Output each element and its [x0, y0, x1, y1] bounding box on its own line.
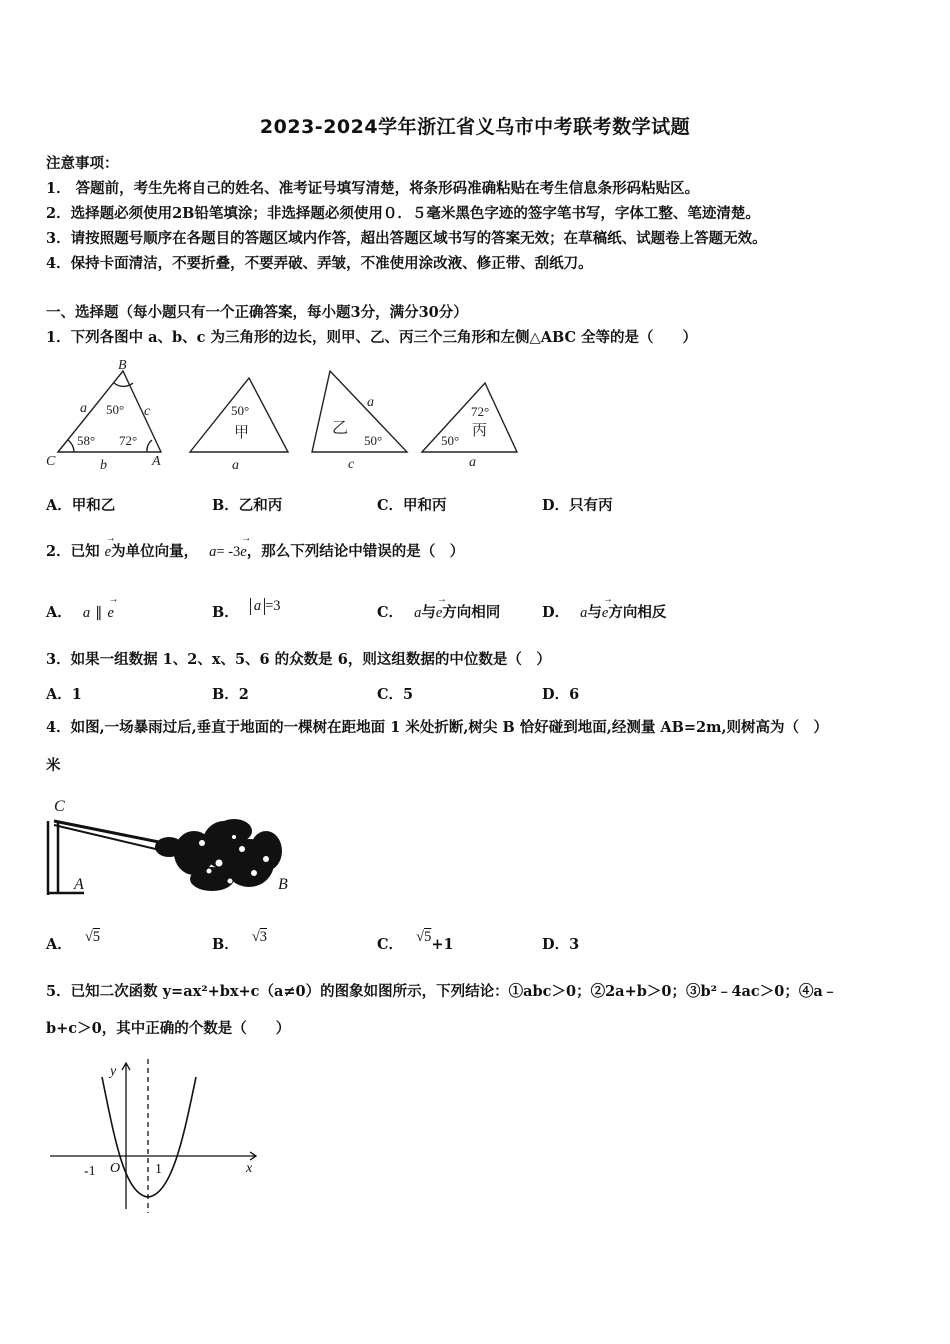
section-heading: 一、选择题（每小题只有一个正确答案，每小题3分，满分30分） [46, 304, 468, 321]
q5-stem-cont: b+c＞0，其中正确的个数是（ ） [46, 1020, 291, 1037]
notice-item-1: 1． 答题前，考生先将自己的姓名、准考证号填写清楚，将条形码准确粘贴在考生信息条形码粘贴区。 [46, 180, 700, 197]
label-tree-A: A [74, 876, 84, 893]
q2-option-d[interactable]: D． a与→ e方向相反 [542, 601, 666, 622]
bing-side: a [469, 455, 476, 470]
q5-parabola-figure [44, 1055, 264, 1215]
q2-option-b[interactable]: B． a =3 [212, 598, 281, 621]
bing-angle-50: 50° [441, 433, 460, 448]
jia-side: a [232, 458, 239, 473]
notice-item-4: 4．保持卡面清洁，不要折叠，不要弄破、弄皱，不准使用涂改液、修正带、刮纸刀。 [46, 255, 593, 272]
q1-option-a[interactable]: A．甲和乙 [46, 497, 116, 514]
q4-option-d[interactable]: D．3 [542, 936, 580, 953]
q3-option-b[interactable]: B．2 [212, 686, 249, 703]
q2-option-a[interactable]: A． a ∥ → e [46, 601, 114, 622]
q4-option-a[interactable]: A． √5 [46, 929, 101, 953]
q1-triangles-figure [40, 355, 530, 475]
angle-A: 72° [119, 433, 138, 448]
label-B: B [118, 358, 127, 373]
label-A: A [152, 454, 161, 469]
axis-y-label: y [110, 1064, 117, 1079]
q5-stem: 5．已知二次函数 y=ax²+bx+c（a≠0）的图象如图所示，下列结论：①abc＞0；②2a+b＞0；③b²﹣4ac＞0；④a﹣ [46, 983, 838, 1000]
bing-name: 丙 [472, 423, 488, 439]
q2-stem: 2．已知 → e为单位向量， a= -3→ e，那么下列结论中错误的是（ ） [46, 540, 464, 561]
q2-option-c[interactable]: C． a与→ e方向相同 [377, 601, 500, 622]
q4-option-b[interactable]: B． √3 [212, 929, 268, 953]
page-title: 2023-2024学年浙江省义乌市中考联考数学试题 [259, 116, 691, 138]
origin-label: O [110, 1161, 121, 1176]
yi-angle: 50° [364, 433, 383, 448]
notice-item-2: 2．选择题必须使用2B铅笔填涂；非选择题必须使用０．５毫米黑色字迹的签字笔书写，字体工整、笔迹清楚。 [46, 205, 760, 222]
yi-name: 乙 [332, 420, 349, 437]
vector-e: → e [105, 544, 111, 561]
q1-option-d[interactable]: D．只有丙 [542, 497, 613, 514]
bing-angle-72: 72° [471, 404, 490, 419]
q4-tree-figure [44, 793, 304, 903]
q3-option-d[interactable]: D．6 [542, 686, 580, 703]
q3-option-c[interactable]: C．5 [377, 686, 414, 703]
label-side-b: b [100, 458, 107, 473]
yi-side-a: a [367, 395, 374, 410]
label-tree-B: B [278, 876, 288, 893]
tick-1: 1 [155, 1162, 162, 1177]
jia-angle: 50° [231, 403, 250, 418]
q4-stem-cont: 米 [46, 757, 61, 774]
label-tree-C: C [54, 798, 65, 815]
angle-B: 50° [106, 402, 125, 417]
axis-x-label: x [246, 1161, 253, 1176]
q1-option-b[interactable]: B．乙和丙 [212, 497, 283, 514]
label-C: C [46, 454, 56, 469]
angle-C: 58° [77, 433, 96, 448]
q1-stem: 1．下列各图中 a、b、c 为三角形的边长，则甲、乙、丙三个三角形和左侧△ABC 全等的是（ ） [46, 329, 698, 346]
q4-option-c[interactable]: C． √5+1 [377, 929, 454, 953]
q4-stem: 4．如图,一场暴雨过后,垂直于地面的一棵树在距地面 1 米处折断,树尖 B 恰好碰到地面,经测量 AB=2m,则树高为（ ） [46, 719, 828, 736]
q3-stem: 3．如果一组数据 1、2、x、5、6 的众数是 6，则这组数据的中位数是（ ） [46, 651, 551, 668]
label-side-a: a [80, 401, 87, 416]
notice-heading: 注意事项： [46, 155, 119, 172]
yi-side-c: c [348, 457, 355, 472]
q1-option-c[interactable]: C．甲和丙 [377, 497, 447, 514]
jia-name: 甲 [234, 425, 250, 441]
label-side-c: c [144, 404, 151, 419]
notice-item-3: 3．请按照题号顺序在各题目的答题区域内作答，超出答题区域书写的答案无效；在草稿纸、试题卷上答题无效。 [46, 230, 767, 247]
tick-minus-1: -1 [84, 1164, 96, 1179]
q3-option-a[interactable]: A．1 [46, 686, 82, 703]
